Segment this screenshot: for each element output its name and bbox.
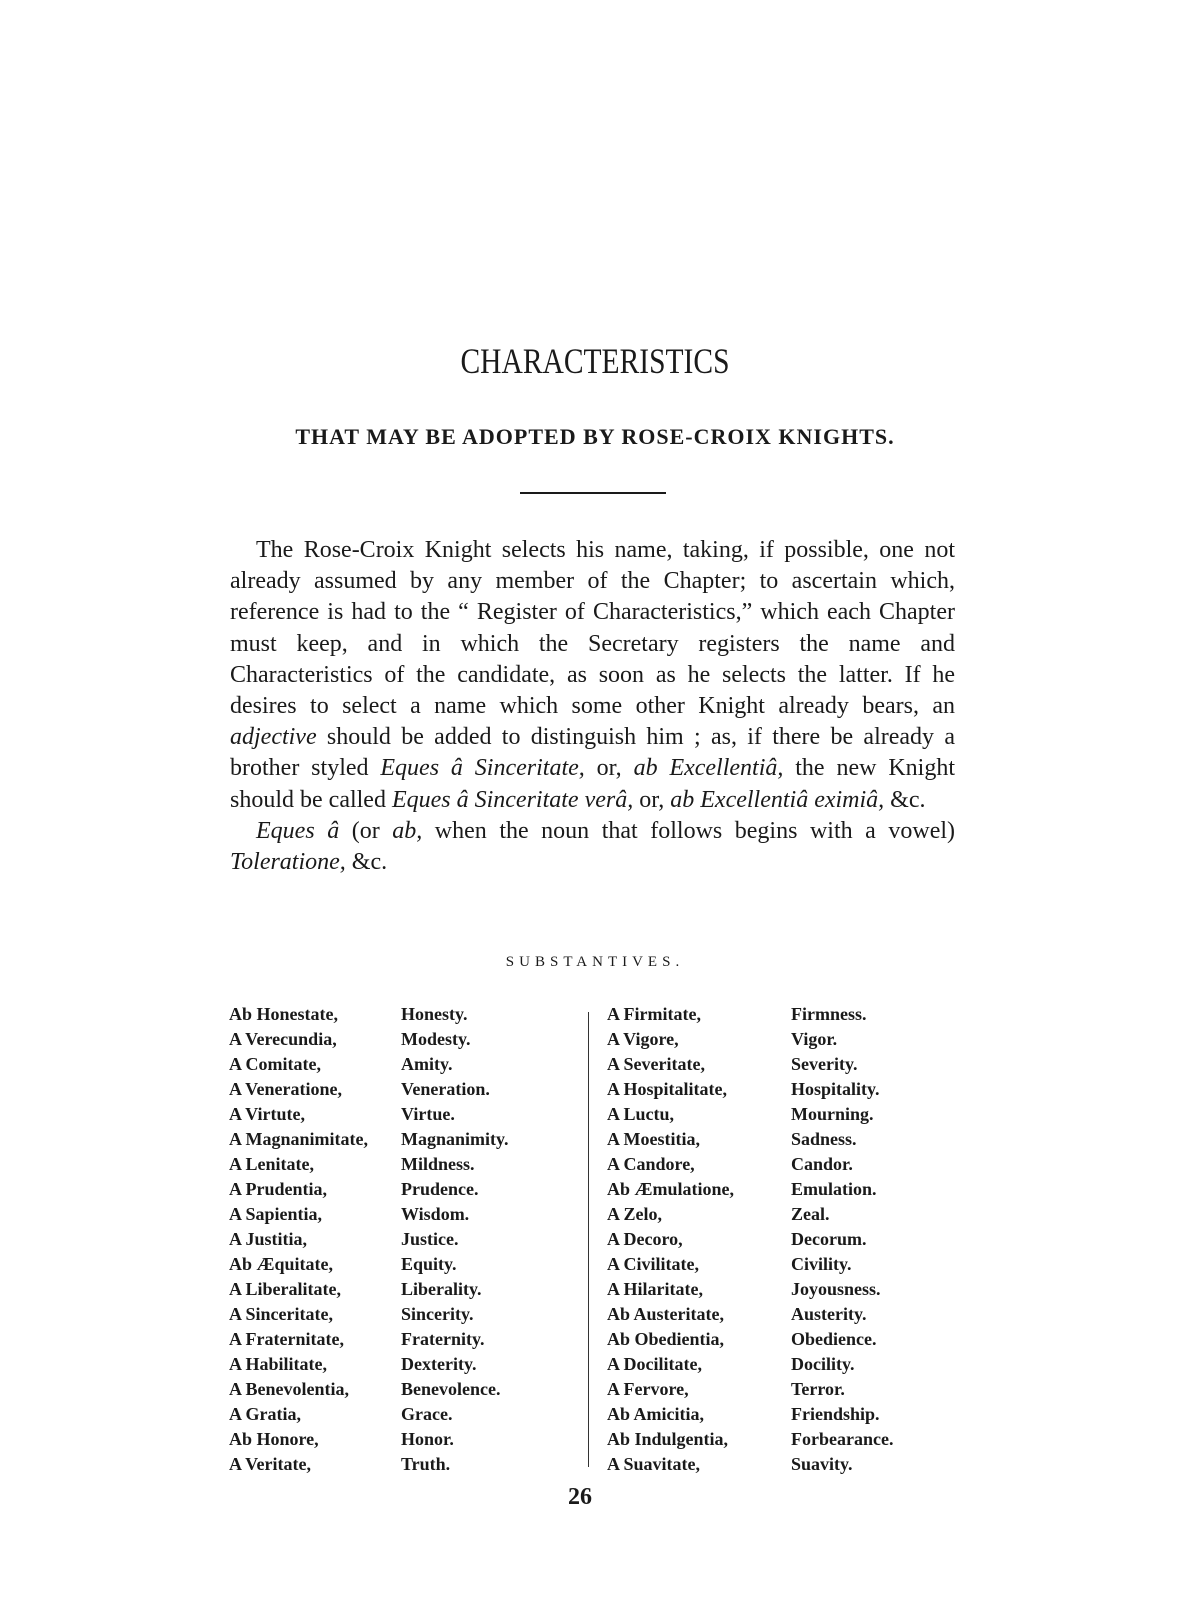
- latin-term: A Liberalitate,: [229, 1279, 341, 1299]
- latin-term: A Justitia,: [229, 1229, 308, 1249]
- english-term: Emulation.: [791, 1179, 877, 1199]
- latin-term: A Comitate,: [229, 1054, 321, 1074]
- latin-term: A Severitate,: [607, 1054, 705, 1074]
- english-term: Wisdom.: [401, 1204, 470, 1224]
- page-subtitle: THAT MAY BE ADOPTED BY ROSE-CROIX KNIGHTS.: [295, 424, 895, 449]
- emphasis-text: Toleratione,: [230, 849, 346, 876]
- latin-term: Ab Æmulatione,: [607, 1179, 735, 1199]
- latin-term: A Vigore,: [607, 1029, 679, 1049]
- text-run: &c.: [345, 849, 388, 876]
- latin-term: A Prudentia,: [229, 1179, 328, 1199]
- right-latin-column: [607, 1002, 792, 1477]
- right-english-column: [791, 1002, 951, 1477]
- text-run: or,: [633, 786, 671, 813]
- english-term: Civility.: [791, 1254, 852, 1274]
- english-term: Grace.: [401, 1404, 453, 1424]
- english-term: Liberality.: [401, 1279, 482, 1299]
- latin-term: A Zelo,: [607, 1204, 663, 1224]
- emphasis-text: adjective: [230, 724, 317, 751]
- latin-term: A Hospitalitate,: [607, 1079, 727, 1099]
- emphasis-text: Eques â: [256, 817, 340, 844]
- english-term: Mildness.: [401, 1154, 475, 1174]
- english-term: Vigor.: [791, 1029, 838, 1049]
- text-run: or,: [584, 755, 634, 782]
- english-term: Candor.: [791, 1154, 853, 1174]
- latin-term: A Fervore,: [607, 1379, 689, 1399]
- english-term: Zeal.: [791, 1204, 830, 1224]
- english-term: Forbearance.: [791, 1429, 894, 1449]
- latin-term: A Benevolentia,: [229, 1379, 349, 1399]
- text-run: &c.: [884, 786, 926, 813]
- latin-term: A Sinceritate,: [229, 1304, 333, 1324]
- latin-term: A Fraternitate,: [229, 1329, 344, 1349]
- latin-term: Ab Indulgentia,: [607, 1429, 729, 1449]
- emphasis-text: ab,: [392, 817, 423, 844]
- emphasis-text: ab Excellentiâ,: [633, 755, 784, 782]
- latin-term: A Decoro,: [607, 1229, 683, 1249]
- english-term: Friendship.: [791, 1404, 880, 1424]
- text-run: should be added to distinguish him ; as, if there be already a brother styled: [230, 724, 955, 782]
- english-term: Obedience.: [791, 1329, 877, 1349]
- latin-term: Ab Obedientia,: [607, 1329, 725, 1349]
- latin-term: A Candore,: [607, 1154, 695, 1174]
- english-term: Honor.: [401, 1429, 454, 1449]
- english-term: Mourning.: [791, 1104, 874, 1124]
- latin-term: Ab Honestate,: [229, 1004, 338, 1024]
- english-term: Fraternity.: [401, 1329, 485, 1349]
- intro-paragraph-2: [230, 816, 955, 878]
- emphasis-text: ab Excellentiâ eximiâ,: [670, 786, 885, 813]
- section-heading: SUBSTANTIVES.: [505, 954, 685, 970]
- left-english-column: [401, 1002, 571, 1477]
- intro-text: [230, 535, 955, 878]
- column-divider: [588, 1012, 589, 1467]
- english-term: Sincerity.: [401, 1304, 474, 1324]
- latin-term: A Firmitate,: [607, 1004, 701, 1024]
- text-run: The Rose-Croix Knight selects his name, taking, if possible, one not already assumed by any member of the Chapter; to ascertain which, reference is had to the “ Register of Characteristics,” which each Chapter must keep, and in which the Secretary registers the name and Characteristics of the candidate, as soon as he selects the latter. If he desires to select a name which some other Knight already bears, an: [230, 537, 955, 720]
- latin-term: A Verecundia,: [229, 1029, 337, 1049]
- english-term: Modesty.: [401, 1029, 471, 1049]
- latin-term: Ab Austeritate,: [607, 1304, 724, 1324]
- english-term: Sadness.: [791, 1129, 857, 1149]
- english-term: Honesty.: [401, 1004, 468, 1024]
- english-term: Hospitality.: [791, 1079, 880, 1099]
- page-title: CHARACTERISTICS: [460, 341, 730, 381]
- english-term: Veneration.: [401, 1079, 490, 1099]
- english-term: Docility.: [791, 1354, 855, 1374]
- english-term: Austerity.: [791, 1304, 867, 1324]
- latin-term: A Gratia,: [229, 1404, 301, 1424]
- latin-term: A Sapientia,: [229, 1204, 323, 1224]
- latin-term: A Hilaritate,: [607, 1279, 703, 1299]
- english-term: Severity.: [791, 1054, 858, 1074]
- latin-term: A Lenitate,: [229, 1154, 314, 1174]
- title-rule: [520, 492, 666, 494]
- text-run: when the noun that follows begins with a vowel): [422, 817, 956, 844]
- latin-term: Ab Honore,: [229, 1429, 319, 1449]
- latin-term: A Suavitate,: [607, 1454, 701, 1474]
- english-term: Firmness.: [791, 1004, 867, 1024]
- latin-term: A Moestitia,: [607, 1129, 700, 1149]
- latin-term: A Luctu,: [607, 1104, 675, 1124]
- latin-term: A Veneratione,: [229, 1079, 343, 1099]
- english-term: Justice.: [401, 1229, 459, 1249]
- latin-term: A Civilitate,: [607, 1254, 699, 1274]
- intro-paragraph-1: [230, 535, 955, 816]
- english-term: Suavity.: [791, 1454, 853, 1474]
- latin-term: Ab Æquitate,: [229, 1254, 334, 1274]
- latin-term: A Habilitate,: [229, 1354, 327, 1374]
- text-run: the new Knight should be called: [230, 755, 955, 813]
- english-term: Equity.: [401, 1254, 457, 1274]
- english-term: Magnanimity.: [401, 1129, 509, 1149]
- text-run: (or: [339, 817, 393, 844]
- english-term: Decorum.: [791, 1229, 867, 1249]
- english-term: Amity.: [401, 1054, 453, 1074]
- left-latin-column: [229, 1002, 404, 1477]
- english-term: Virtue.: [401, 1104, 455, 1124]
- page-number: 26: [568, 1484, 592, 1510]
- english-term: Truth.: [401, 1454, 451, 1474]
- english-term: Terror.: [791, 1379, 845, 1399]
- english-term: Prudence.: [401, 1179, 479, 1199]
- english-term: Joyousness.: [791, 1279, 881, 1299]
- emphasis-text: Eques â Sinceritate,: [380, 755, 585, 782]
- latin-term: A Magnanimitate,: [229, 1129, 368, 1149]
- english-term: Dexterity.: [401, 1354, 477, 1374]
- emphasis-text: Eques â Sinceritate verâ,: [391, 786, 634, 813]
- latin-term: A Docilitate,: [607, 1354, 702, 1374]
- latin-term: A Virtute,: [229, 1104, 305, 1124]
- english-term: Benevolence.: [401, 1379, 501, 1399]
- latin-term: Ab Amicitia,: [607, 1404, 704, 1424]
- latin-term: A Veritate,: [229, 1454, 311, 1474]
